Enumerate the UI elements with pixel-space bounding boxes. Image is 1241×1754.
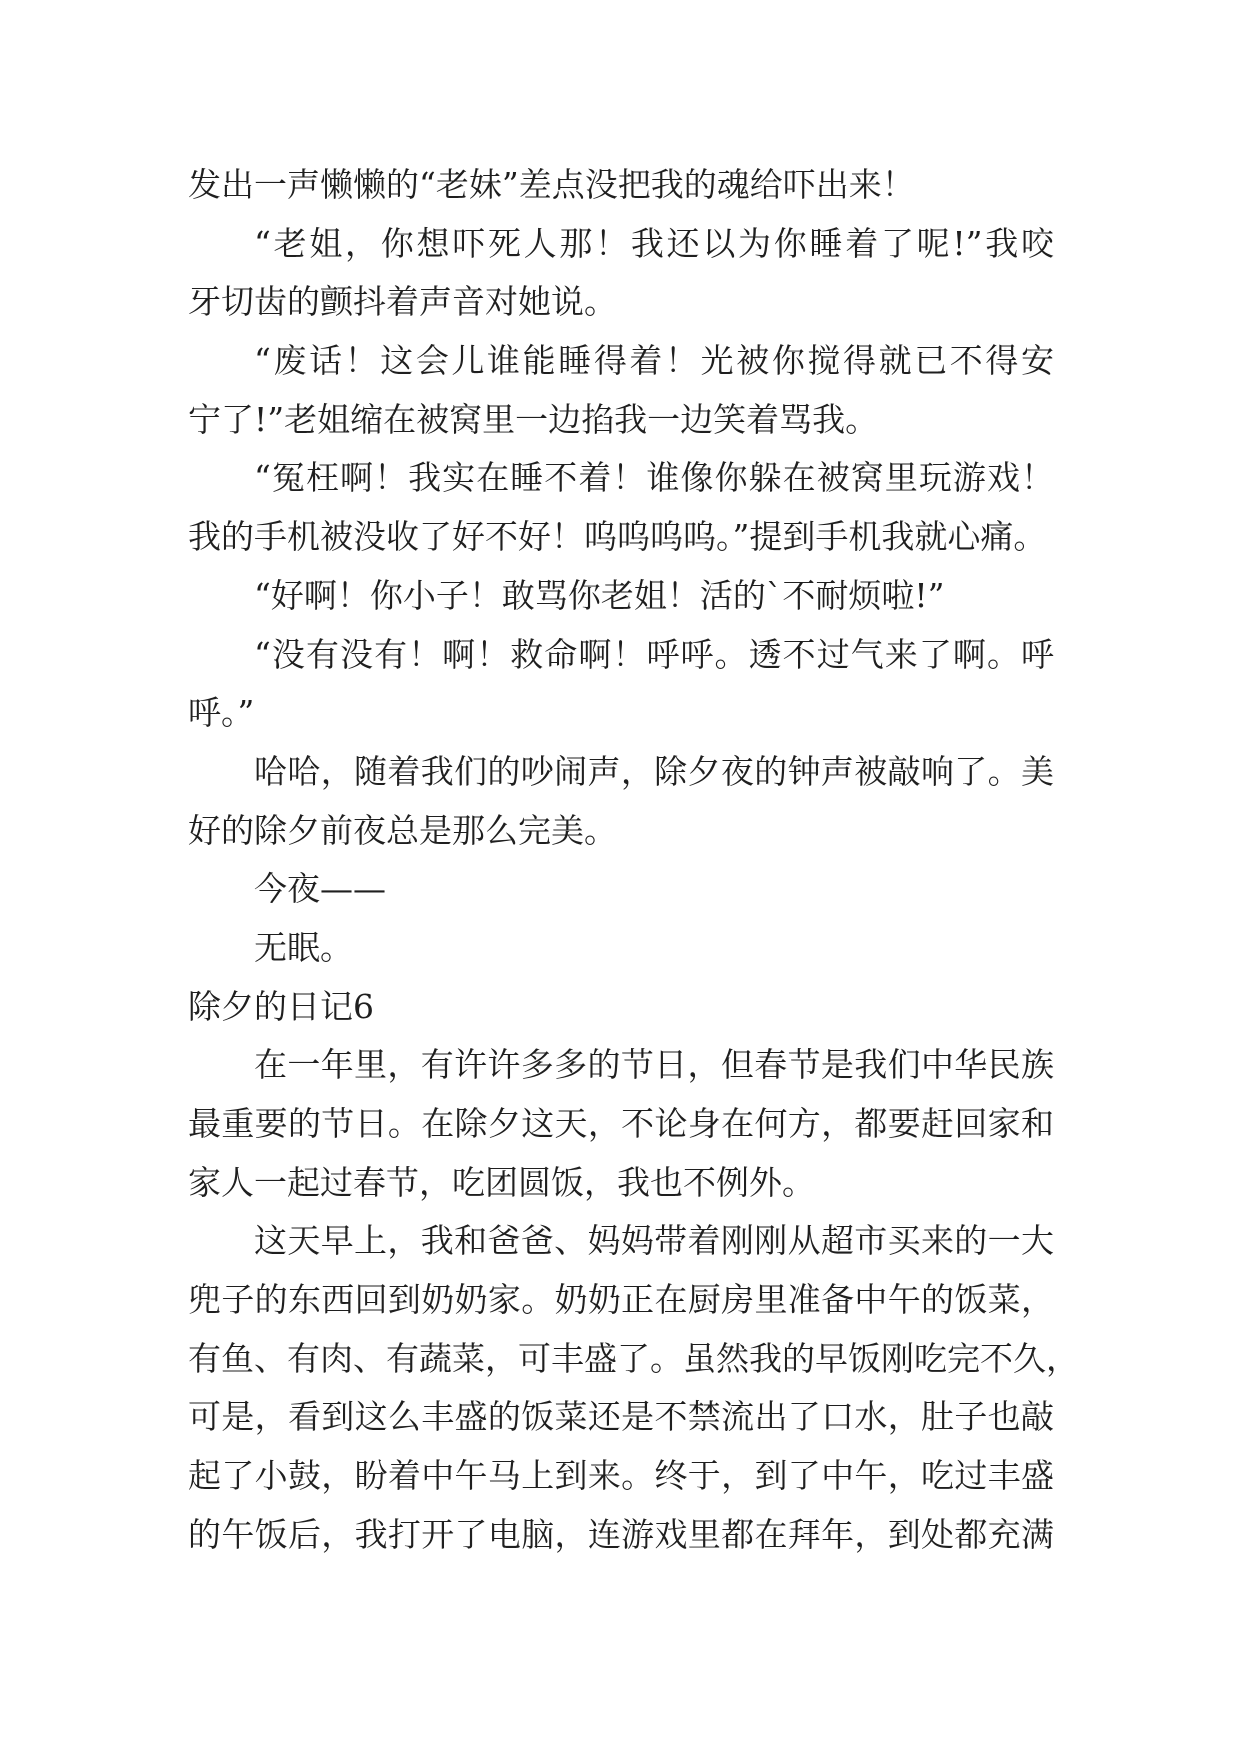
text-line: 家人一起过春节，吃团圆饭，我也不例外。: [188, 1162, 815, 1202]
text-line: 在一年里，有许许多多的节日，但春节是我们中华民族: [254, 1045, 1054, 1085]
paragraph: [188, 919, 1054, 978]
paragraph: [188, 215, 1054, 332]
text-line: 这天早上，我和爸爸、妈妈带着刚刚从超市买来的一大: [254, 1221, 1054, 1261]
text-line: “老姐，你想吓死人那！我还以为你睡着了呢!”我咬: [254, 223, 1054, 263]
text-line: 今夜——: [254, 869, 386, 909]
text-line: 我的手机被没收了好不好！呜呜呜呜。”提到手机我就心痛。: [188, 517, 1047, 557]
text-line: 无眠。: [254, 927, 353, 967]
paragraph: [188, 1036, 1054, 1212]
text-line: 宁了!”老姐缩在被窝里一边掐我一边笑着骂我。: [188, 399, 879, 439]
paragraph: [188, 743, 1054, 860]
text-line: “没有没有！啊！救命啊！呼呼。透不过气来了啊。呼: [254, 634, 1054, 674]
text-line: 的午饭后，我打开了电脑，连游戏里都在拜年，到处都充满: [188, 1514, 1054, 1554]
text-line: 有鱼、有肉、有蔬菜，可丰盛了。虽然我的早饭刚吃完不久，: [188, 1338, 1079, 1378]
text-line: “冤枉啊！我实在睡不着！谁像你躲在被窝里玩游戏！: [254, 458, 1054, 498]
text-line: 最重要的节日。在除夕这天，不论身在何方，都要赶回家和: [188, 1104, 1054, 1143]
text-line: 哈哈，随着我们的吵闹声，除夕夜的钟声被敲响了。美: [254, 751, 1054, 791]
text-line: 发出一声懒懒的“老妹”差点没把我的魂给吓出来！: [188, 165, 915, 204]
text-line: “好啊！你小子！敢骂你老姐！活的`不耐烦啦!”: [254, 575, 945, 615]
text-body: [188, 156, 1079, 1565]
paragraph: [188, 156, 1054, 215]
paragraph: [188, 1212, 1079, 1564]
paragraph: [188, 449, 1054, 566]
text-line: 好的除夕前夜总是那么完美。: [188, 810, 617, 850]
paragraph: [188, 567, 1054, 626]
paragraph: [188, 860, 1054, 919]
text-line: 可是，看到这么丰盛的饭菜还是不禁流出了口水，肚子也敲: [188, 1397, 1054, 1437]
paragraph: [188, 332, 1054, 449]
text-line: 呼。”: [188, 693, 255, 733]
text-line: 兜子的东西回到奶奶家。奶奶正在厨房里准备中午的饭菜，: [188, 1280, 1054, 1320]
text-line: 牙切齿的颤抖着声音对她说。: [188, 282, 617, 322]
paragraph: [188, 626, 1054, 743]
text-line: “废话！这会儿谁能睡得着！光被你搅得就已不得安: [254, 341, 1054, 381]
text-line: 起了小鼓，盼着中午马上到来。终于，到了中午，吃过丰盛: [188, 1456, 1054, 1496]
section-title: 除夕的日记6: [188, 986, 374, 1026]
